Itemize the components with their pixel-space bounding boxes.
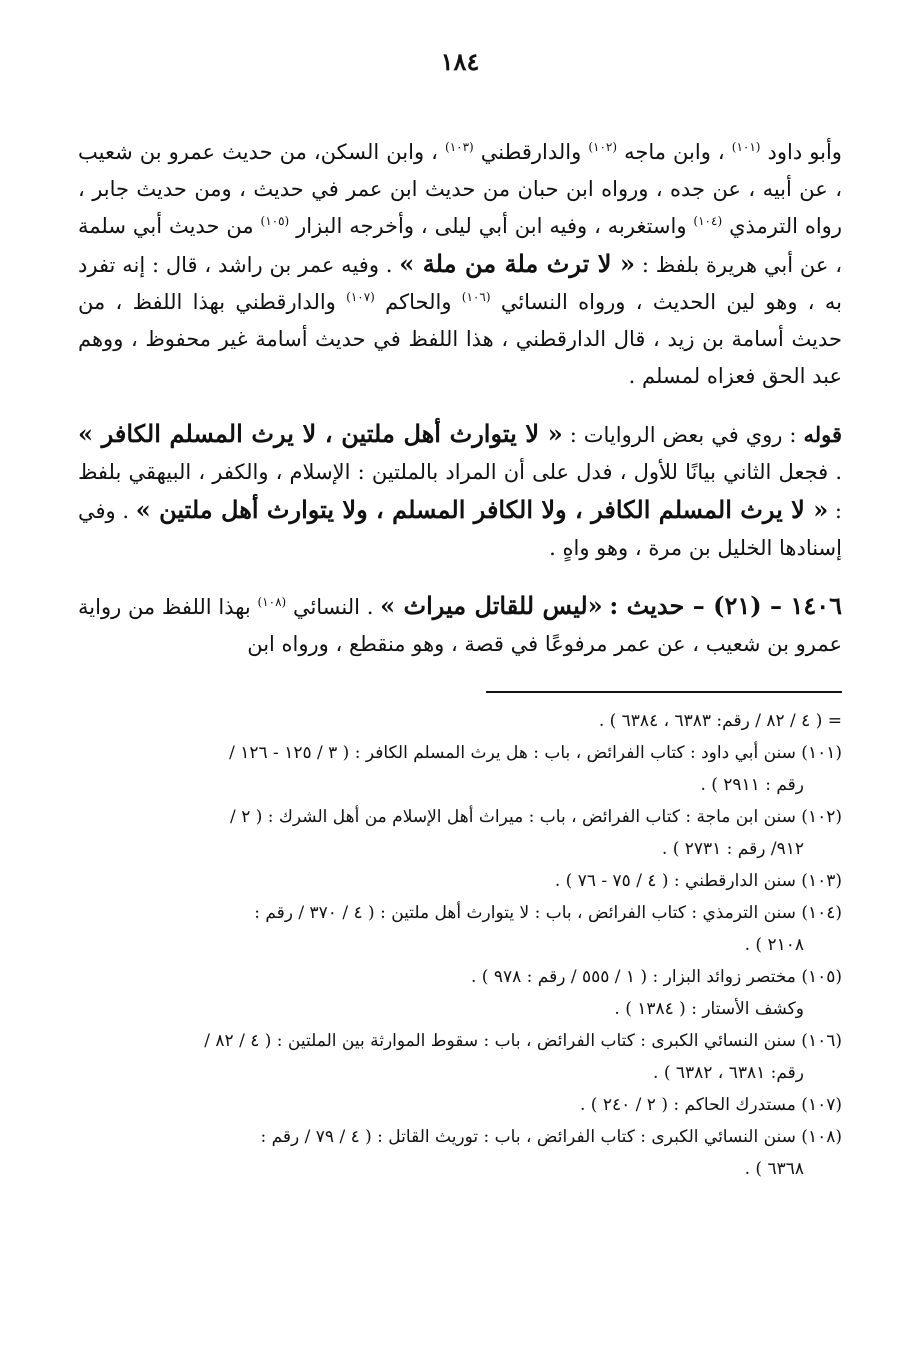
- footnote-103: (١٠٣) سنن الدارقطني : ( ٤ / ٧٥ - ٧٦ ) .: [554, 871, 842, 891]
- footnote-ref-106[interactable]: (١٠٦): [461, 290, 491, 304]
- footnotes: [78, 705, 842, 1185]
- page-number: ١٨٤: [440, 47, 480, 76]
- lead-word: قوله: [803, 422, 842, 447]
- footnote-ref-101[interactable]: (١٠١): [731, 140, 761, 154]
- hadith-quote: «ليس للقاتل ميراث »: [380, 591, 603, 620]
- footnote-101-cont: رقم : ٢٩١١ ) .: [700, 775, 804, 795]
- book-page: [78, 44, 842, 1185]
- footnote-ref-103[interactable]: (١٠٣): [445, 140, 474, 154]
- footnote-ref-107[interactable]: (١٠٧): [346, 290, 375, 304]
- hadith-heading: ١٤٠٦ – (٢١) – حديث :: [609, 591, 843, 620]
- paragraph-hadith-1406: [78, 587, 842, 663]
- footnote-102-cont: ٩١٢/ رقم : ٢٧٣١ ) .: [661, 839, 804, 859]
- footnote-108-cont: ٦٣٦٨ ) .: [744, 1159, 804, 1179]
- text-segment: . وفيه عمر بن راشد ، قال : إنه تفرد به ، وهو لين الحديث ، ورواه النسائي: [78, 253, 842, 314]
- footnote-106: (١٠٦) سنن النسائي الكبرى : كتاب الفرائض ، باب : سقوط الموارثة بين الملتين : ( ٤ / ٨٢ /: [204, 1031, 842, 1051]
- hadith-quote: « لا يرث المسلم الكافر ، ولا الكافر المسلم ، ولا يتوارث أهل ملتين »: [135, 495, 829, 524]
- footnote-107: (١٠٧) مستدرك الحاكم : ( ٢ / ٢٤٠ ) .: [579, 1095, 842, 1115]
- footnote-106-cont: رقم: ٦٣٨١ ، ٦٣٨٢ ) .: [653, 1063, 804, 1083]
- footnote-108: (١٠٨) سنن النسائي الكبرى : كتاب الفرائض ، باب : توريث القاتل : ( ٤ / ٧٩ / رقم :: [260, 1127, 842, 1147]
- footnote-105: (١٠٥) مختصر زوائد البزار : ( ١ / ٥٥٥ / رقم : ٩٧٨ ) .: [470, 967, 842, 987]
- footnote-104-cont: ٢١٠٨ ) .: [744, 935, 804, 955]
- footnote-ref-105[interactable]: (١٠٥): [260, 214, 290, 228]
- text-segment: . وفي إسنادها الخليل بن مرة ، وهو واهٍ .: [78, 499, 842, 560]
- text-segment: من حديث أبي سلمة ، عن أبي هريرة بلفظ :: [78, 214, 842, 277]
- footnote-ref-108[interactable]: (١٠٨): [257, 595, 287, 609]
- paragraph-qawluhu: [78, 415, 842, 567]
- hadith-quote: « لا يتوارث أهل ملتين ، لا يرث المسلم الكافر »: [78, 419, 563, 448]
- footnote-divider: [486, 691, 842, 693]
- text-segment: . فجعل الثاني بيانًا للأول ، فدل على أن المراد بالملتين : الإسلام ، والكفر ، البيهقي بلفظ :: [78, 460, 842, 523]
- text-segment: والدارقطني بهذا اللفظ ، من حديث أسامة بن زيد ، قال الدارقطني ، هذا اللفظ في حديث أسامة غير محفوظ ، ووهم عبد الحق فعزاه لمسلم .: [78, 290, 842, 388]
- text-segment: بهذا اللفظ من رواية عمرو بن شعيب ، عن عمر مرفوعًا في قصة ، وهو منقطع ، ورواه ابن: [78, 595, 842, 656]
- text-segment: والدارقطني: [480, 140, 582, 164]
- text-segment: : روي في بعض الروايات :: [569, 423, 797, 447]
- text-segment: ، وابن السكن، من حديث عمرو بن شعيب ، عن أبيه ، عن جده ، ورواه ابن حبان من حديث ابن عمر في حديث ، ومن حديث جابر ، رواه الترمذي: [78, 140, 842, 238]
- text-segment: ، وابن ماجه: [624, 140, 725, 164]
- footnote-102: (١٠٢) سنن ابن ماجة : كتاب الفرائض ، باب : ميراث أهل الإسلام من أهل الشرك : ( ٢ /: [230, 807, 842, 827]
- main-text: [78, 134, 842, 663]
- footnote-ref-104[interactable]: (١٠٤): [693, 214, 723, 228]
- footnote-105-cont: وكشف الأستار : ( ١٣٨٤ ) .: [614, 999, 804, 1019]
- text-segment: واستغربه ، وفيه ابن أبي ليلى ، وأخرجه البزار: [296, 214, 687, 238]
- footnote-104: (١٠٤) سنن الترمذي : كتاب الفرائض ، باب : لا يتوارث أهل ملتين : ( ٤ / ٣٧٠ / رقم :: [254, 903, 842, 923]
- footnote-continuation: = ( ٤ / ٨٢ / رقم: ٦٣٨٣ ، ٦٣٨٤ ) .: [598, 711, 842, 731]
- text-segment: . النسائي: [292, 595, 374, 619]
- text-segment: وأبو داود: [767, 140, 842, 164]
- footnote-ref-102[interactable]: (١٠٢): [588, 140, 618, 154]
- hadith-quote: « لا ترث ملة من ملة »: [399, 249, 636, 278]
- paragraph-takhrij: [78, 134, 842, 395]
- footnote-101: (١٠١) سنن أبي داود : كتاب الفرائض ، باب : هل يرث المسلم الكافر : ( ٣ / ١٢٥ - ١٢٦ /: [229, 743, 842, 763]
- text-segment: والحاكم: [385, 290, 452, 314]
